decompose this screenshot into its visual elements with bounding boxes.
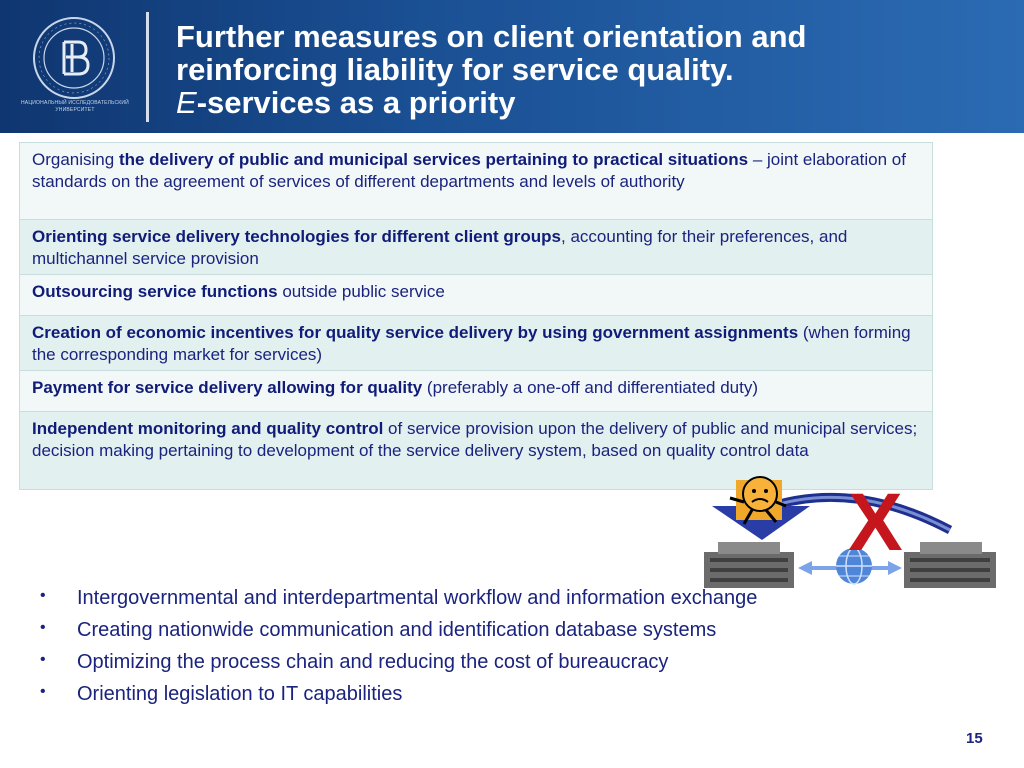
bullet-text: Optimizing the process chain and reducing the cost of bureaucracy xyxy=(77,651,669,673)
row-text: of service provision upon the delivery of public and municipal services; decision making pertaining to development of the service delivery system, based on quality control data xyxy=(32,419,918,460)
row-bold-text: Outsourcing service functions xyxy=(32,282,278,301)
row-bold-text: Payment for service delivery allowing for quality xyxy=(32,378,423,397)
row-bold-text: the delivery of public and municipal services pertaining to practical situations xyxy=(118,150,749,169)
table-row xyxy=(20,371,932,412)
title-line-3-rest: -services as a priority xyxy=(196,85,516,120)
bullet-text: Intergovernmental and interdepartmental workflow and information exchange xyxy=(77,587,758,609)
row-bold-text: Orienting service delivery technologies for different client groups xyxy=(32,227,562,246)
bullet-icon: • xyxy=(40,651,46,668)
list-item xyxy=(40,681,820,707)
list-item xyxy=(40,585,820,611)
slide-title xyxy=(176,20,996,119)
e-services-illustration xyxy=(700,472,1000,592)
title-line-1: Further measures on client orientation and xyxy=(176,19,807,54)
row-text: (when forming the corresponding market for services) xyxy=(32,323,911,364)
title-italic-e: E xyxy=(176,85,197,120)
table-row xyxy=(20,316,932,371)
row-text: Organising xyxy=(32,150,119,169)
title-line-2: reinforcing liability for service quality. xyxy=(176,52,734,87)
page-number: 15 xyxy=(966,730,983,747)
measures-table xyxy=(19,142,933,490)
bullet-list xyxy=(40,585,820,713)
government-building-icon xyxy=(904,542,996,588)
row-text: outside public service xyxy=(277,282,445,301)
row-bold-text: Creation of economic incentives for quality service delivery by using government assignments xyxy=(32,323,799,342)
bullet-icon: • xyxy=(40,619,46,636)
table-row xyxy=(20,143,932,220)
bullet-icon: • xyxy=(40,683,46,700)
row-text: , accounting for their preferences, and multichannel service provision xyxy=(32,227,848,268)
list-item xyxy=(40,649,820,675)
bullet-text: Orienting legislation to IT capabilities xyxy=(77,683,403,705)
bullet-icon: • xyxy=(40,587,46,604)
table-row xyxy=(20,275,932,316)
row-bold-text: Independent monitoring and quality control xyxy=(32,419,384,438)
cross-mark: X xyxy=(848,477,903,568)
row-text: – joint elaboration of standards on the agreement of services of different departments and levels of authority xyxy=(32,150,906,191)
bullet-text: Creating nationwide communication and identification database systems xyxy=(77,619,717,641)
row-text: (preferably a one-off and differentiated duty) xyxy=(422,378,758,397)
header-banner xyxy=(0,0,1024,133)
table-row xyxy=(20,220,932,275)
title-line-3 xyxy=(176,86,996,119)
logo-caption: НАЦИОНАЛЬНЫЙ ИССЛЕДОВАТЕЛЬСКИЙ УНИВЕРСИТЕТ xyxy=(21,100,129,113)
list-item xyxy=(40,617,820,643)
sad-person-icon xyxy=(730,477,786,524)
government-building-icon xyxy=(704,542,794,588)
header-divider xyxy=(146,12,149,122)
